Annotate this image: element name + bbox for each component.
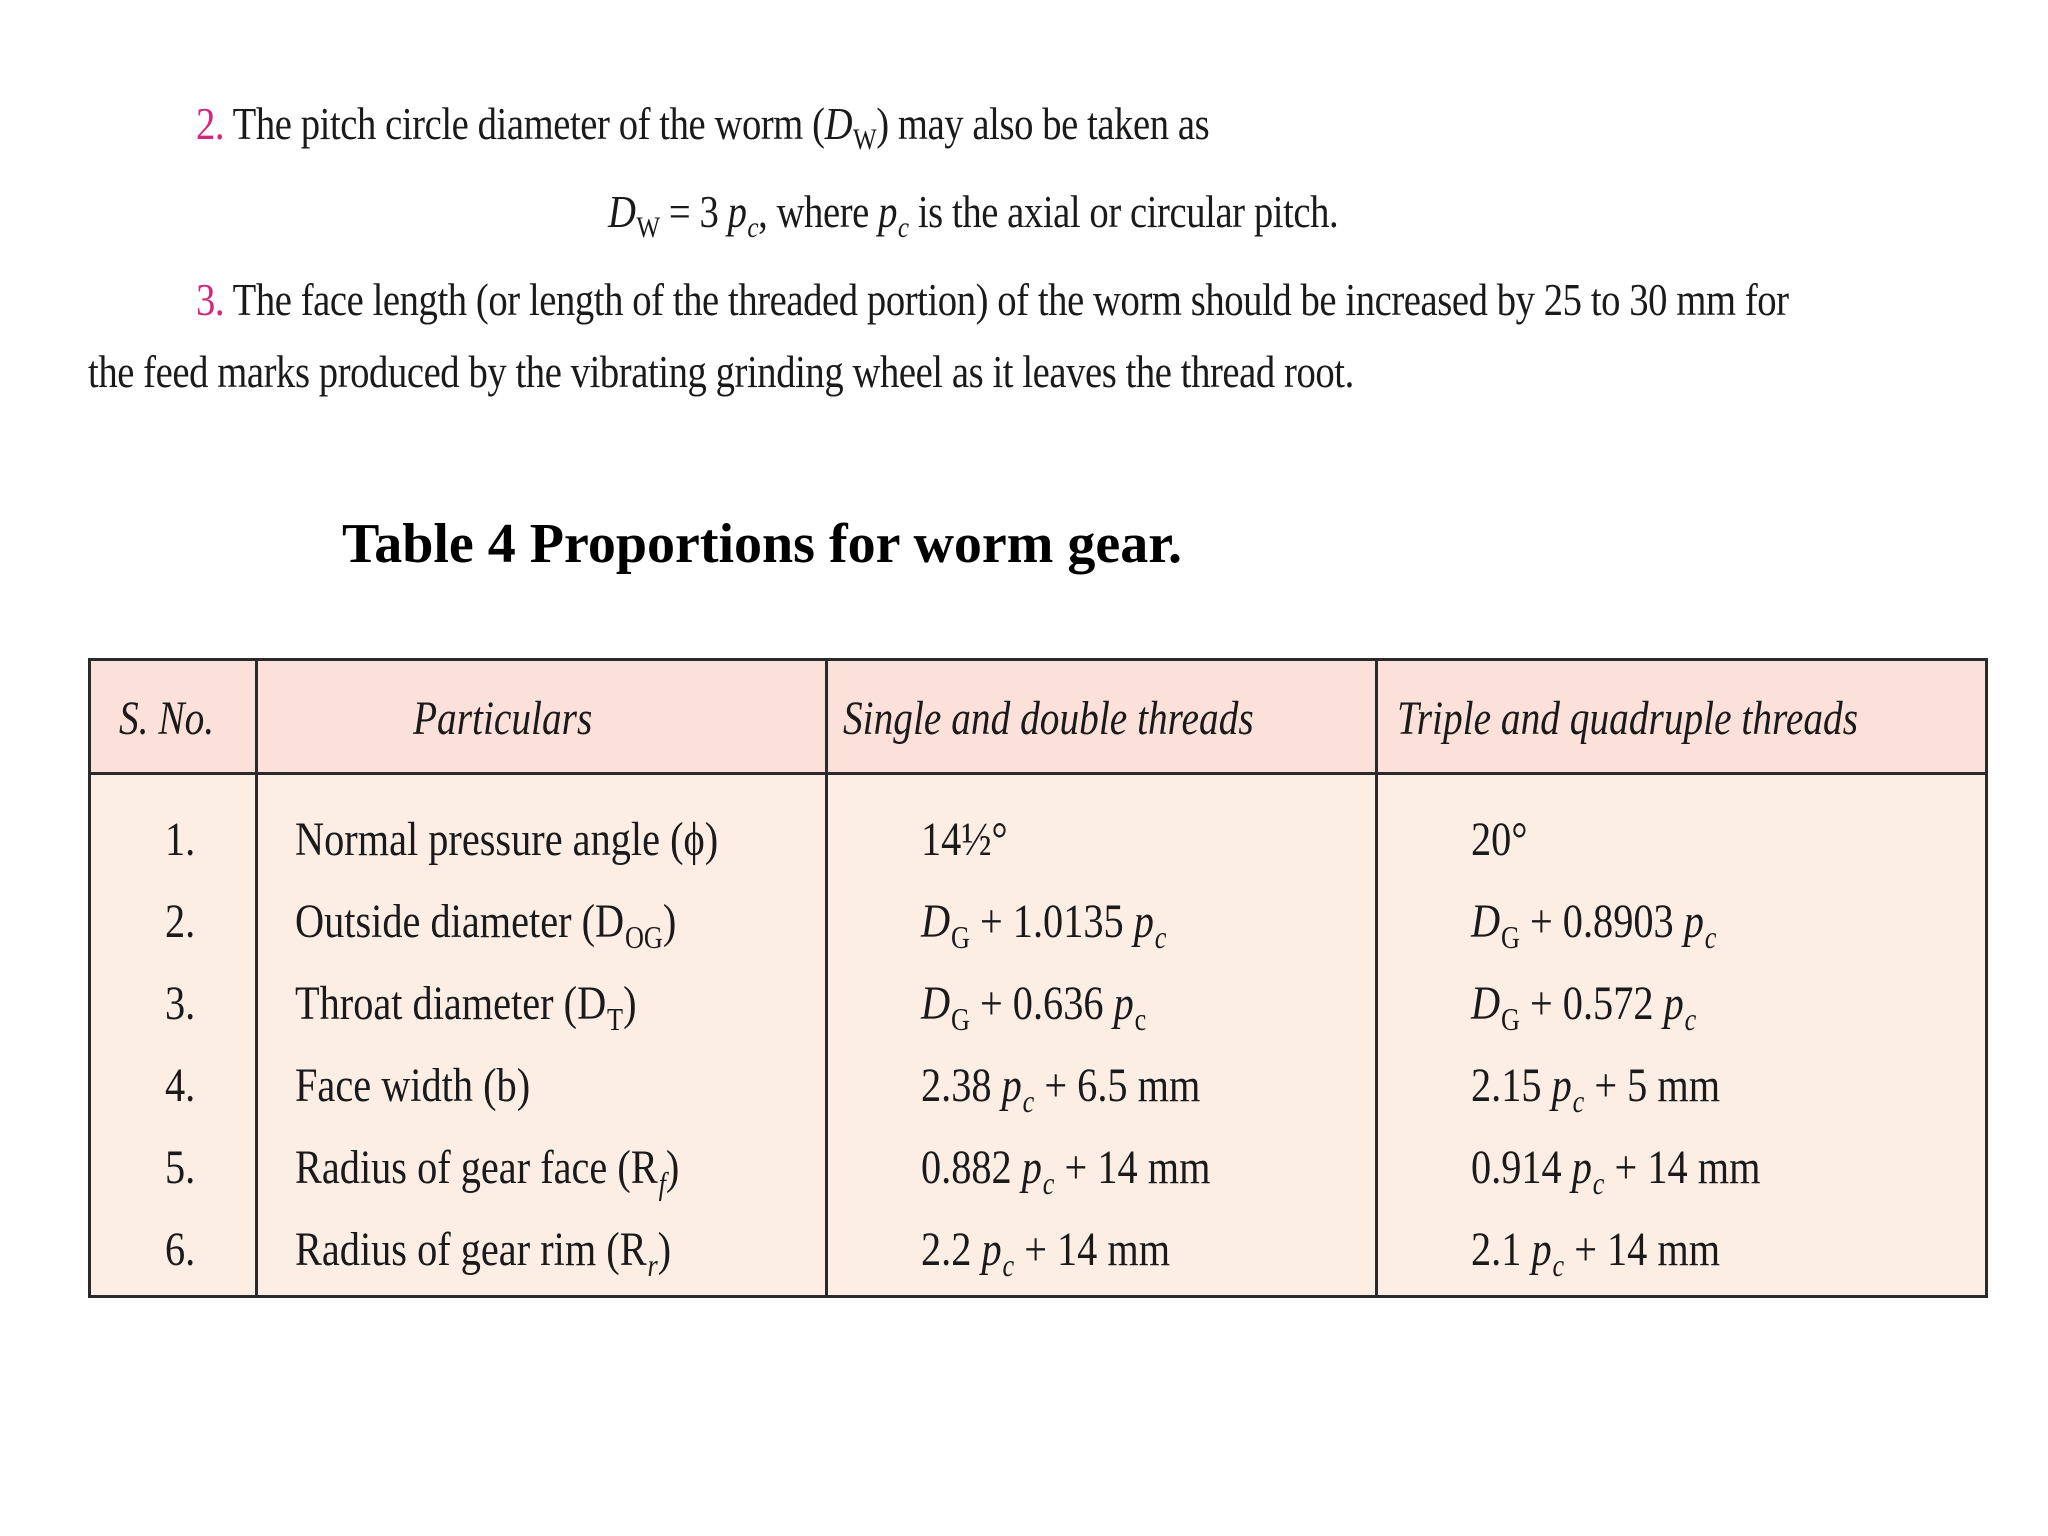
paragraph-2-text-after: ) may also be taken as <box>876 98 1210 149</box>
table-header-row <box>91 661 1985 775</box>
row-4-particular: Face width (b) <box>295 1059 531 1112</box>
row-2-triple-d-sub: G <box>1500 919 1520 955</box>
row-2-triple-p: p <box>1683 895 1704 948</box>
equation-tail: is the axial or circular pitch. <box>908 186 1339 237</box>
row-5-single-a: 0.882 <box>921 1141 1022 1194</box>
row-5-single <box>921 1139 1210 1202</box>
row-6-triple-p-sub: c <box>1552 1247 1565 1283</box>
row-2-sno: 2. <box>165 895 196 948</box>
row-2-triple-rest: + 0.8903 <box>1519 895 1684 948</box>
row-5-single-b: + 14 mm <box>1054 1141 1211 1194</box>
row-3-particular-sub: T <box>607 1001 624 1037</box>
row-4-single-p-sub: c <box>1022 1083 1035 1119</box>
row-5-sno: 5. <box>165 1141 196 1194</box>
equation-comma: , where <box>758 186 879 237</box>
row-2-triple-p-sub: c <box>1704 919 1717 955</box>
header-sno: S. No. <box>119 692 215 745</box>
row-4-sno: 4. <box>165 1059 196 1112</box>
row-6-sno: 6. <box>165 1223 196 1276</box>
row-3-triple-rest: + 0.572 <box>1519 977 1664 1030</box>
row-2-single-d-sub: G <box>950 919 970 955</box>
row-3-particular <box>295 975 636 1038</box>
paragraph-3-number: 3. <box>196 274 225 325</box>
equation-lhs-sub: W <box>636 211 660 245</box>
row-4-single-a: 2.38 <box>921 1059 1002 1112</box>
row-3-single-rest: + 0.636 <box>969 977 1114 1030</box>
row-2-single-p-sub: c <box>1154 919 1167 955</box>
row-3-triple <box>1471 975 1696 1038</box>
row-5-triple-b: + 14 mm <box>1604 1141 1761 1194</box>
row-3-triple-d: D <box>1471 977 1501 1030</box>
row-2-triple-d: D <box>1471 895 1501 948</box>
row-4-triple-p-sub: c <box>1572 1083 1585 1119</box>
paragraph-3-line-2: the feed marks produced by the vibrating grinding wheel as it leaves the thread root. <box>88 346 1354 397</box>
row-6-particular-text: Radius of gear rim (R <box>295 1223 647 1276</box>
row-3-single-d-sub: G <box>950 1001 970 1037</box>
row-6-single-p: p <box>981 1223 1002 1276</box>
row-6-single-b: + 14 mm <box>1014 1223 1171 1276</box>
row-5-particular <box>295 1139 679 1202</box>
row-3-triple-p-sub: c <box>1684 1001 1697 1037</box>
row-6-triple-p: p <box>1531 1223 1552 1276</box>
header-particulars: Particulars <box>413 692 593 745</box>
header-single-double: Single and double threads <box>843 692 1254 745</box>
row-6-triple-a: 2.1 <box>1471 1223 1532 1276</box>
equation-line <box>608 184 1338 246</box>
row-3-triple-p: p <box>1663 977 1684 1030</box>
equation-middle: = 3 <box>659 186 728 237</box>
table-row <box>91 811 1985 891</box>
paragraph-3-line-1-text: The face length (or length of the threaded portion) of the worm should be increased by 25 to 30 mm for <box>224 274 1789 325</box>
row-5-single-p-sub: c <box>1042 1165 1055 1201</box>
row-2-single-d: D <box>921 895 951 948</box>
row-5-particular-sub: f <box>658 1165 666 1201</box>
row-4-triple-b: + 5 mm <box>1584 1059 1721 1112</box>
row-4-single-b: + 6.5 mm <box>1034 1059 1201 1112</box>
row-5-triple-p: p <box>1571 1141 1592 1194</box>
row-5-triple-a: 0.914 <box>1471 1141 1572 1194</box>
row-5-triple-p-sub: c <box>1592 1165 1605 1201</box>
row-6-single <box>921 1221 1170 1284</box>
row-4-triple-p: p <box>1551 1059 1572 1112</box>
row-5-particular-end: ) <box>665 1141 680 1194</box>
paragraph-2 <box>196 96 1209 158</box>
row-2-particular-text: Outside diameter (D <box>295 895 625 948</box>
row-2-single <box>921 893 1166 956</box>
row-5-triple <box>1471 1139 1760 1202</box>
row-3-particular-text: Throat diameter (D <box>295 977 607 1030</box>
row-2-single-rest: + 1.0135 <box>969 895 1134 948</box>
paragraph-2-subscript: W <box>852 123 877 157</box>
equation-p1: p <box>727 186 747 237</box>
row-3-triple-d-sub: G <box>1500 1001 1520 1037</box>
row-6-particular <box>295 1221 671 1284</box>
table-row <box>91 1057 1985 1137</box>
row-3-single-d: D <box>921 977 951 1030</box>
row-6-triple <box>1471 1221 1720 1284</box>
row-1-particular: Normal pressure angle (ϕ) <box>295 813 719 866</box>
row-2-particular-end: ) <box>662 895 677 948</box>
row-4-single <box>921 1057 1200 1120</box>
proportions-table <box>88 658 1988 1298</box>
row-6-single-a: 2.2 <box>921 1223 982 1276</box>
table-caption: Table 4 Proportions for worm gear. <box>342 513 1182 575</box>
row-1-sno: 1. <box>165 813 196 866</box>
table-row <box>91 893 1985 973</box>
row-3-single-p: p <box>1113 977 1134 1030</box>
row-6-particular-sub: r <box>647 1247 658 1283</box>
equation-p2-sub: c <box>897 211 909 245</box>
paragraph-2-number: 2. <box>196 98 225 149</box>
row-6-particular-end: ) <box>657 1223 672 1276</box>
row-3-single-p-sub: c <box>1134 1001 1147 1037</box>
paragraph-2-symbol: D <box>824 98 853 149</box>
row-6-single-p-sub: c <box>1002 1247 1015 1283</box>
row-5-particular-text: Radius of gear face (R <box>295 1141 658 1194</box>
table-row <box>91 975 1985 1055</box>
row-2-particular <box>295 893 676 956</box>
equation-p2: p <box>878 186 898 237</box>
paragraph-3-line-1 <box>196 272 1789 327</box>
row-5-single-p: p <box>1021 1141 1042 1194</box>
paragraph-2-text-before: The pitch circle diameter of the worm ( <box>224 98 825 149</box>
table-row <box>91 1139 1985 1219</box>
row-4-triple-a: 2.15 <box>1471 1059 1552 1112</box>
row-4-single-p: p <box>1001 1059 1022 1112</box>
row-3-particular-end: ) <box>623 977 637 1030</box>
table-row <box>91 1221 1985 1301</box>
row-3-sno: 3. <box>165 977 196 1030</box>
equation-lhs: D <box>608 186 636 237</box>
row-2-single-p: p <box>1133 895 1154 948</box>
row-4-triple <box>1471 1057 1720 1120</box>
row-3-single <box>921 975 1146 1038</box>
row-2-triple <box>1471 893 1716 956</box>
header-triple-quadruple: Triple and quadruple threads <box>1397 692 1859 745</box>
row-2-particular-sub: OG <box>625 919 663 955</box>
equation-p1-sub: c <box>747 211 759 245</box>
row-1-triple: 20° <box>1471 813 1528 866</box>
row-1-single: 14½° <box>921 813 1008 866</box>
row-6-triple-b: + 14 mm <box>1564 1223 1721 1276</box>
